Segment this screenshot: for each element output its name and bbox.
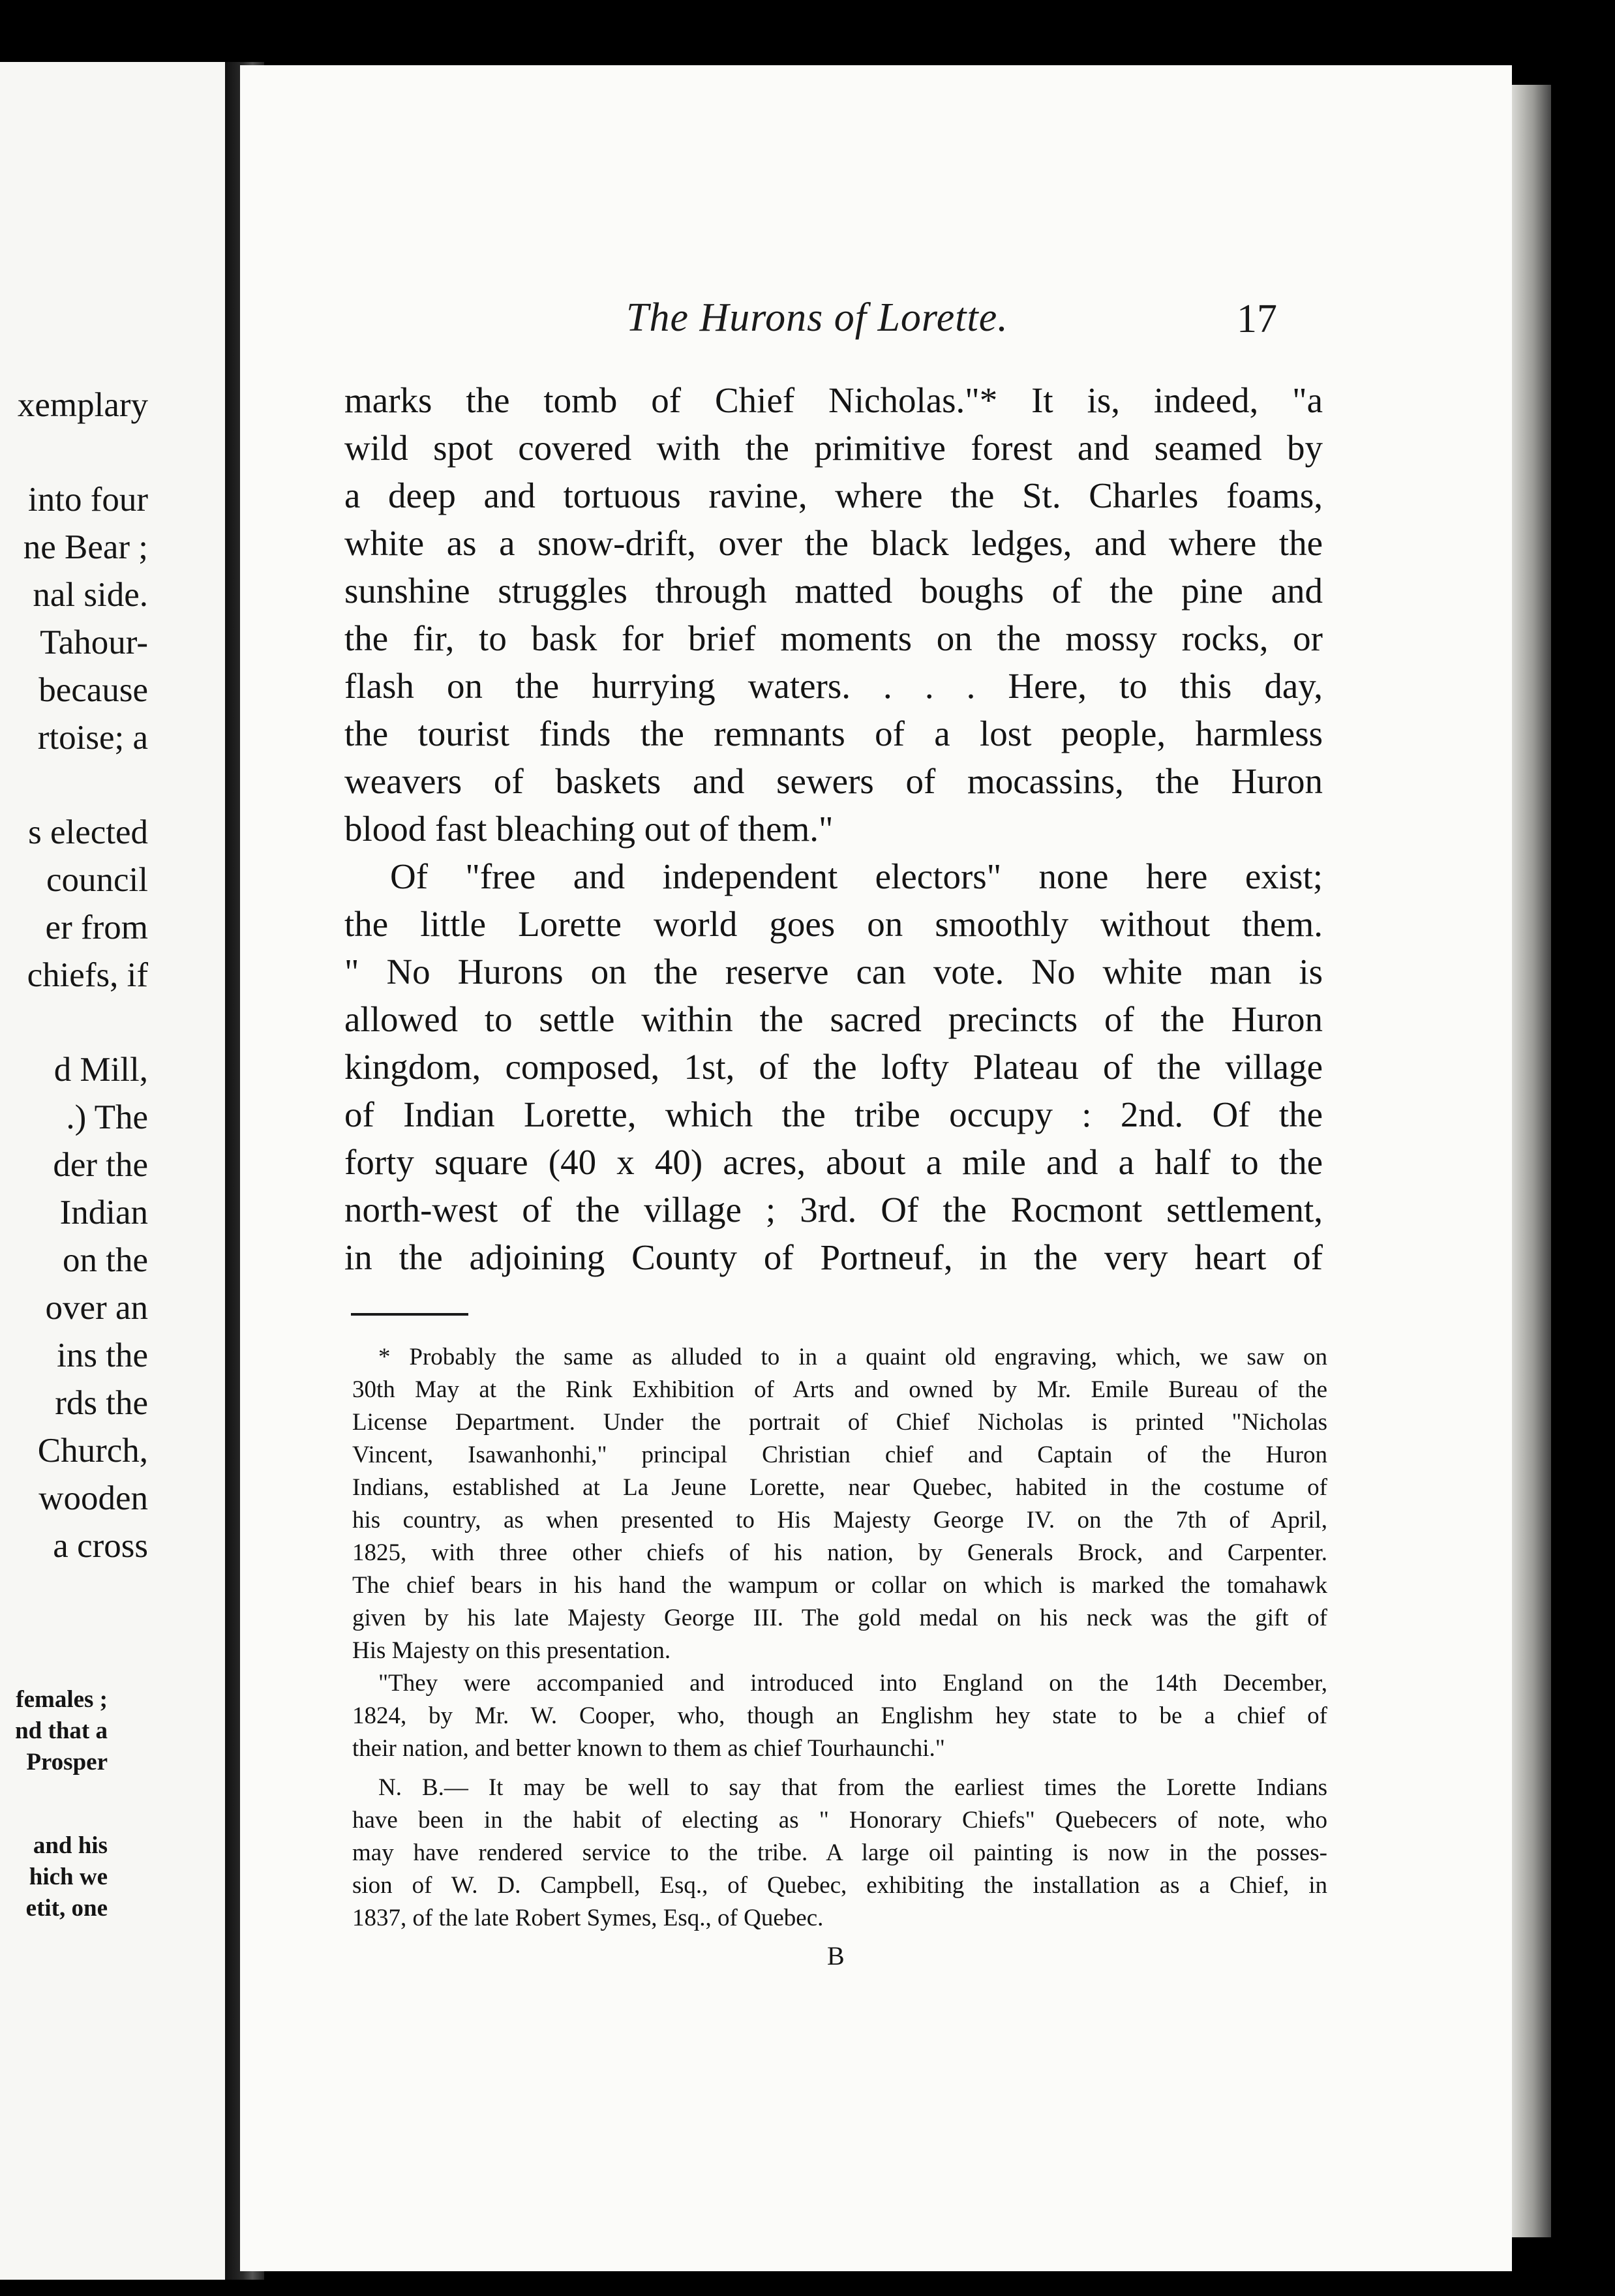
body-line: the fir, to bask for brief moments on the mossy rocks, or: [344, 618, 1323, 658]
footnote-line: given by his late Majesty George III. The gold medal on his neck was the gift of: [352, 1605, 1327, 1631]
footnote-line: 30th May at the Rink Exhibition of Arts and owned by Mr. Emile Bureau of the: [352, 1376, 1327, 1403]
left-text-line: rds the: [55, 1384, 148, 1422]
left-text-line: Indian: [59, 1194, 148, 1231]
body-line: " No Hurons on the reserve can vote. No white man is: [344, 952, 1323, 991]
footnote-line: 1824, by Mr. W. Cooper, who, though an Englishm hey state to be a chief of: [352, 1702, 1327, 1729]
left-text-line: d Mill,: [53, 1051, 148, 1089]
body-line: sunshine struggles through matted boughs of the pine and: [344, 571, 1323, 611]
footnote-line: 1837, of the late Robert Symes, Esq., of Quebec.: [352, 1905, 824, 1931]
body-line: the tourist finds the remnants of a lost people, harmless: [344, 714, 1323, 753]
body-line: marks the tomb of Chief Nicholas."* It is, indeed, "a: [344, 380, 1323, 420]
left-text-line: on the: [63, 1241, 148, 1279]
body-line: kingdom, composed, 1st, of the lofty Plateau of the village: [344, 1047, 1323, 1087]
body-line: weavers of baskets and sewers of mocassins, the Huron: [344, 761, 1323, 801]
left-footnote-line: and his: [33, 1832, 108, 1859]
footnote-line: * Probably the same as alluded to in a quaint old engraving, which, we saw on: [378, 1344, 1327, 1370]
left-text-line: .) The: [66, 1098, 148, 1136]
page-edge-shadow: [1512, 85, 1551, 2237]
footnote-line: His Majesty on this presentation.: [352, 1637, 671, 1664]
body-line: a deep and tortuous ravine, where the St. Charles foams,: [344, 476, 1323, 515]
body-line: Of "free and independent electors" none here exist;: [390, 856, 1323, 896]
left-footnote-line: hich we: [29, 1864, 108, 1890]
left-text-line: Tahour-: [40, 624, 148, 661]
body-line: white as a snow-drift, over the black ledges, and where the: [344, 523, 1323, 563]
footnote-line: his country, as when presented to His Majesty George IV. on the 7th of April,: [352, 1507, 1327, 1533]
footnote-line: sion of W. D. Campbell, Esq., of Quebec, exhibiting the installation as a Chief, in: [352, 1872, 1327, 1899]
left-text-line: er from: [45, 909, 148, 946]
running-head: The Hurons of Lorette.: [626, 295, 1008, 340]
footnote-line: have been in the habit of electing as " Honorary Chiefs" Quebecers of note, who: [352, 1807, 1327, 1834]
left-text-line: into four: [28, 481, 148, 519]
left-footnote-line: Prosper: [26, 1749, 108, 1775]
left-text-line: wooden: [38, 1479, 148, 1517]
footnote-line: N. B.— It may be well to say that from the earliest times the Lorette Indians: [378, 1774, 1327, 1801]
left-page-fragment: [0, 62, 225, 2280]
body-line: flash on the hurrying waters. . . . Here, to this day,: [344, 666, 1323, 706]
left-text-line: over an: [45, 1289, 148, 1327]
footnote-line: their nation, and better known to them as chief Tourhaunchi.": [352, 1735, 945, 1762]
footnote-line: Indians, established at La Jeune Lorette, near Quebec, habited in the costume of: [352, 1474, 1327, 1501]
left-text-line: rtoise; a: [37, 719, 148, 757]
body-line: allowed to settle within the sacred precincts of the Huron: [344, 999, 1323, 1039]
left-text-line: der the: [53, 1146, 148, 1184]
body-line: forty square (40 x 40) acres, about a mile and a half to the: [344, 1142, 1323, 1182]
footnote-line: may have rendered service to the tribe. A large oil painting is now in the posses-: [352, 1839, 1327, 1866]
left-text-line: xemplary: [17, 386, 148, 424]
left-text-line: s elected: [28, 813, 148, 851]
body-line: in the adjoining County of Portneuf, in the very heart of: [344, 1237, 1323, 1277]
left-footnote-line: etit, one: [25, 1895, 108, 1922]
left-text-line: because: [38, 671, 148, 709]
footnote-line: 1825, with three other chiefs of his nation, by Generals Brock, and Carpenter.: [352, 1539, 1327, 1566]
left-text-line: ins the: [57, 1337, 148, 1374]
footnote-rule: [351, 1313, 468, 1316]
left-text-line: chiefs, if: [27, 956, 148, 994]
left-footnote-line: nd that a: [15, 1717, 108, 1744]
left-footnote-line: females ;: [16, 1686, 108, 1713]
left-text-line: council: [46, 861, 148, 899]
left-text-line: Church,: [37, 1432, 148, 1470]
signature-mark: B: [827, 1941, 845, 1971]
body-line: of Indian Lorette, which the tribe occupy : 2nd. Of the: [344, 1095, 1323, 1134]
footnote-line: Vincent, Isawanhonhi," principal Christian chief and Captain of the Huron: [352, 1442, 1327, 1468]
body-line: wild spot covered with the primitive forest and seamed by: [344, 428, 1323, 468]
left-text-line: nal side.: [33, 576, 148, 614]
left-text-line: a cross: [53, 1527, 148, 1565]
body-line: blood fast bleaching out of them.": [344, 809, 834, 849]
footnote-line: "They were accompanied and introduced into England on the 14th December,: [378, 1670, 1327, 1697]
page-number: 17: [1237, 297, 1277, 341]
left-text-line: ne Bear ;: [23, 528, 148, 566]
footnote-line: License Department. Under the portrait of Chief Nicholas is printed "Nicholas: [352, 1409, 1327, 1436]
body-line: the little Lorette world goes on smoothly without them.: [344, 904, 1323, 944]
body-line: north-west of the village ; 3rd. Of the Rocmont settlement,: [344, 1190, 1323, 1230]
footnote-line: The chief bears in his hand the wampum or collar on which is marked the tomahawk: [352, 1572, 1327, 1599]
